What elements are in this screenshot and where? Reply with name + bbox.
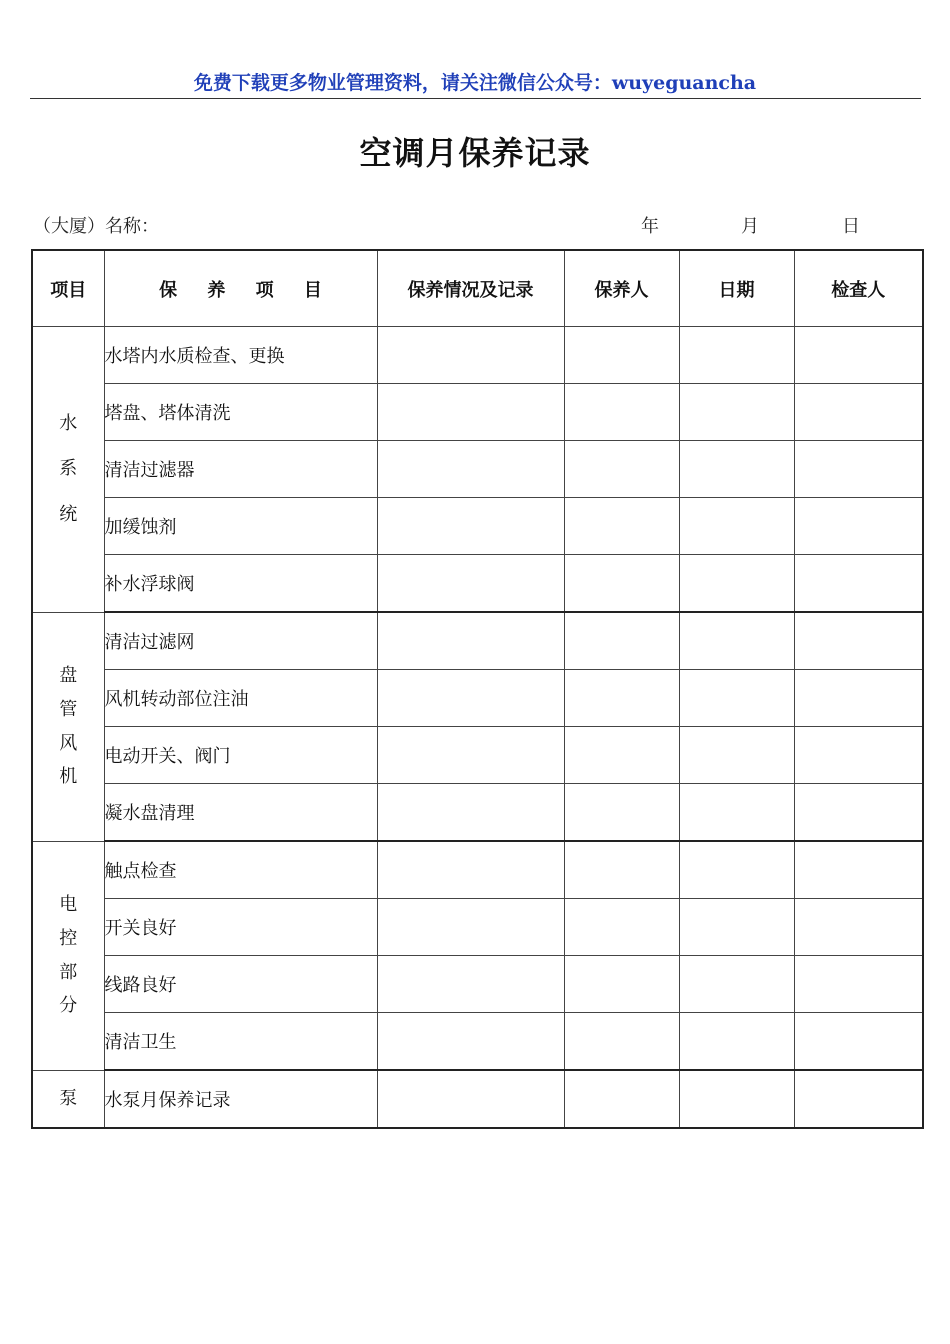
date-cell[interactable] (679, 784, 794, 842)
inspector-cell[interactable] (794, 670, 923, 727)
category-char: 盘 (59, 665, 78, 687)
maintainer-cell[interactable] (564, 899, 679, 956)
table-row (32, 841, 923, 899)
condition-record-cell[interactable] (377, 612, 564, 670)
maintenance-item-cell: 补水浮球阀 (104, 555, 377, 613)
maintenance-item-cell: 塔盘、塔体清洗 (104, 384, 377, 441)
date-cell[interactable] (679, 612, 794, 670)
category-char: 分 (59, 995, 78, 1017)
inspector-cell[interactable] (794, 956, 923, 1013)
condition-record-cell[interactable] (377, 384, 564, 441)
table-row (32, 441, 923, 498)
maintenance-item-cell: 开关良好 (104, 899, 377, 956)
category-cell (32, 612, 104, 841)
maintainer-cell[interactable] (564, 441, 679, 498)
header-date: 日期 (679, 250, 794, 327)
maintainer-cell[interactable] (564, 384, 679, 441)
table-row (32, 956, 923, 1013)
date-cell[interactable] (679, 727, 794, 784)
category-char: 管 (59, 698, 78, 720)
inspector-cell[interactable] (794, 555, 923, 613)
condition-record-cell[interactable] (377, 899, 564, 956)
table-row (32, 555, 923, 613)
category-cell (32, 1070, 104, 1128)
category-char: 部 (59, 961, 78, 983)
maintenance-item-cell: 清洁卫生 (104, 1013, 377, 1071)
date-cell[interactable] (679, 327, 794, 384)
category-char: 电 (59, 894, 78, 916)
maintainer-cell[interactable] (564, 956, 679, 1013)
table-row (32, 498, 923, 555)
table-row (32, 670, 923, 727)
inspector-cell[interactable] (794, 1013, 923, 1071)
date-cell[interactable] (679, 384, 794, 441)
maintainer-cell[interactable] (564, 727, 679, 784)
building-name-label: （大厦）名称： (33, 216, 159, 237)
category-cell (32, 327, 104, 613)
condition-record-cell[interactable] (377, 1013, 564, 1071)
category-char: 风 (59, 732, 78, 754)
inspector-cell[interactable] (794, 899, 923, 956)
maintenance-item-cell: 线路良好 (104, 956, 377, 1013)
month-label: 月 (741, 216, 759, 237)
category-char: 机 (59, 766, 78, 788)
category-char: 水 (59, 412, 78, 434)
maintainer-cell[interactable] (564, 1070, 679, 1128)
header-condition-record: 保养情况及记录 (377, 250, 564, 327)
maintainer-cell[interactable] (564, 498, 679, 555)
day-label: 日 (842, 216, 860, 237)
maintenance-item-cell: 清洁过滤网 (104, 612, 377, 670)
table-body (32, 327, 923, 1129)
table-row (32, 612, 923, 670)
header-banner: 免费下载更多物业管理资料，请关注微信公众号：wuyeguancha (193, 72, 757, 94)
condition-record-cell[interactable] (377, 841, 564, 899)
inspector-cell[interactable] (794, 498, 923, 555)
maintenance-item-cell: 加缓蚀剂 (104, 498, 377, 555)
condition-record-cell[interactable] (377, 727, 564, 784)
table-row (32, 384, 923, 441)
maintenance-item-cell: 凝水盘清理 (104, 784, 377, 842)
table-header-row (32, 250, 923, 327)
header-maintenance-item: 保 养 项 目 (104, 250, 377, 327)
condition-record-cell[interactable] (377, 784, 564, 842)
condition-record-cell[interactable] (377, 670, 564, 727)
inspector-cell[interactable] (794, 612, 923, 670)
inspector-cell[interactable] (794, 384, 923, 441)
inspector-cell[interactable] (794, 441, 923, 498)
date-cell[interactable] (679, 841, 794, 899)
table-row (32, 727, 923, 784)
category-char: 控 (59, 927, 78, 949)
condition-record-cell[interactable] (377, 1070, 564, 1128)
maintainer-cell[interactable] (564, 784, 679, 842)
table-row (32, 1070, 923, 1128)
condition-record-cell[interactable] (377, 441, 564, 498)
maintainer-cell[interactable] (564, 555, 679, 613)
header-inspector: 检查人 (794, 250, 923, 327)
table-row (32, 327, 923, 384)
condition-record-cell[interactable] (377, 498, 564, 555)
condition-record-cell[interactable] (377, 956, 564, 1013)
inspector-cell[interactable] (794, 1070, 923, 1128)
maintenance-record-table (31, 249, 924, 1129)
maintenance-item-cell: 触点检查 (104, 841, 377, 899)
date-cell[interactable] (679, 670, 794, 727)
date-cell[interactable] (679, 1070, 794, 1128)
date-cell[interactable] (679, 441, 794, 498)
date-cell[interactable] (679, 956, 794, 1013)
inspector-cell[interactable] (794, 784, 923, 842)
maintainer-cell[interactable] (564, 670, 679, 727)
maintenance-item-cell: 水塔内水质检查、更换 (104, 327, 377, 384)
category-char: 系 (59, 458, 78, 480)
inspector-cell[interactable] (794, 727, 923, 784)
header-divider (30, 98, 921, 99)
maintenance-item-cell: 水泵月保养记录 (104, 1070, 377, 1128)
condition-record-cell[interactable] (377, 555, 564, 613)
date-cell[interactable] (679, 899, 794, 956)
year-label: 年 (641, 216, 659, 237)
maintainer-cell[interactable] (564, 612, 679, 670)
category-char: 统 (59, 504, 78, 526)
maintenance-item-cell: 清洁过滤器 (104, 441, 377, 498)
table-row (32, 784, 923, 842)
inspector-cell[interactable] (794, 841, 923, 899)
header-maintainer: 保养人 (564, 250, 679, 327)
maintenance-item-cell: 风机转动部位注油 (104, 670, 377, 727)
date-cell[interactable] (679, 1013, 794, 1071)
header-category: 项目 (32, 250, 104, 327)
category-char: 泵 (59, 1087, 78, 1109)
maintainer-cell[interactable] (564, 327, 679, 384)
date-cell[interactable] (679, 498, 794, 555)
maintenance-item-cell: 电动开关、阀门 (104, 727, 377, 784)
date-cell[interactable] (679, 555, 794, 613)
category-cell (32, 841, 104, 1070)
document-title: 空调月保养记录 (359, 134, 591, 172)
maintainer-cell[interactable] (564, 841, 679, 899)
condition-record-cell[interactable] (377, 327, 564, 384)
table-row (32, 899, 923, 956)
inspector-cell[interactable] (794, 327, 923, 384)
table-row (32, 1013, 923, 1071)
maintainer-cell[interactable] (564, 1013, 679, 1071)
